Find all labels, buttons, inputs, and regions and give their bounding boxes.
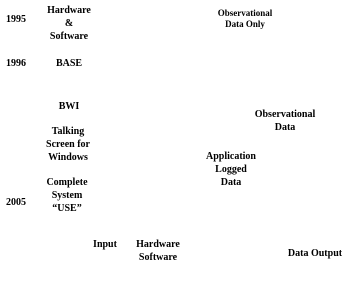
milestone-base: BASE bbox=[55, 58, 83, 69]
legend-data-output: Data Output bbox=[287, 248, 343, 259]
milestone-hardware-software: Hardware & Software bbox=[47, 5, 91, 42]
legend-hardware-software: Hardware Software bbox=[136, 239, 180, 263]
milestone-complete-system: Complete System “USE” bbox=[46, 177, 88, 214]
application-logged-data: Application Logged Data bbox=[205, 151, 256, 188]
observational-data: Observational Data bbox=[254, 109, 316, 133]
observational-data-only: Observational Data Only bbox=[217, 8, 273, 29]
year-1995: 1995 bbox=[6, 14, 26, 25]
legend-input: Input bbox=[93, 239, 117, 250]
milestone-talking-screen: Talking Screen for Windows bbox=[46, 126, 90, 163]
year-2005: 2005 bbox=[6, 197, 26, 208]
milestone-bwi: BWI bbox=[58, 101, 80, 112]
year-1996: 1996 bbox=[6, 58, 26, 69]
